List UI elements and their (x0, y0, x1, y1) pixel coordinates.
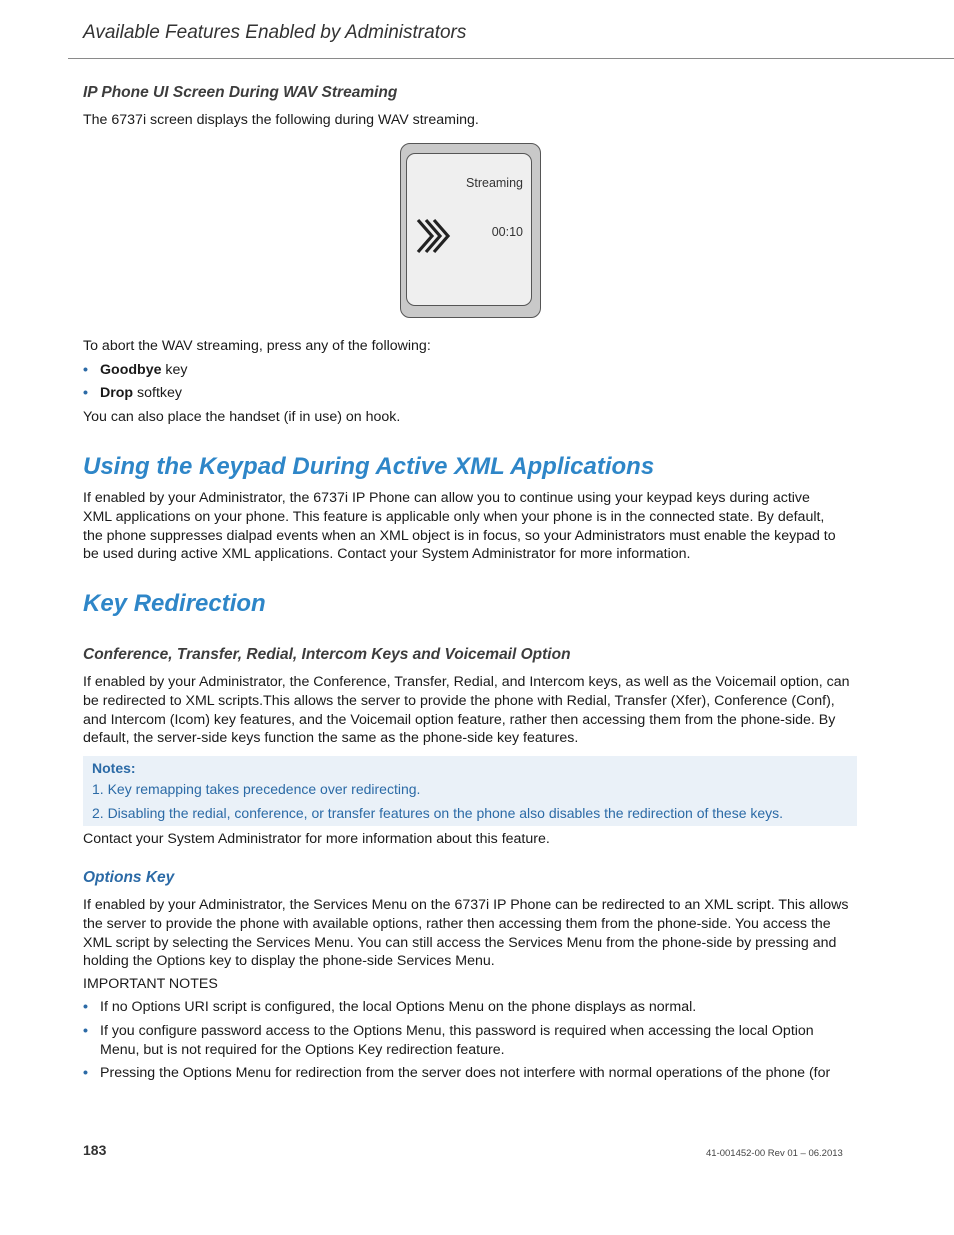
paragraph-line: the phone suppresses dialpad events when an XML object is in focus, so your Administrators must enable the keypad to (83, 527, 836, 544)
list-item-line: Menu, but is not required for the Options Key redirection feature. (100, 1041, 505, 1058)
important-notes-label: IMPORTANT NOTES (83, 976, 218, 992)
paragraph-line: If enabled by your Administrator, the Services Menu on the 6737i IP Phone can be redirected to an XML script. This allows (83, 897, 849, 913)
contact-admin-text: Contact your System Administrator for more information about this feature. (83, 831, 550, 847)
notes-title: Notes: (92, 760, 136, 776)
phone-timer-text: 00:10 (491, 225, 523, 239)
bullet-marker: • (83, 1065, 88, 1081)
list-item (83, 384, 858, 404)
list-item-text: Pressing the Options Menu for redirection from the server does not interfere with normal operations of the phone (for (100, 1065, 831, 1081)
note-item: 2. Disabling the redial, conference, or transfer features on the phone also disables the redirection of these keys. (92, 805, 784, 821)
paragraph-line: holding the Options key to display the phone-side Services Menu. (83, 953, 495, 970)
bullet-marker: • (83, 385, 88, 401)
phone-status-text: Streaming (466, 176, 523, 190)
list-item (83, 361, 858, 381)
redirection-paragraph (83, 673, 858, 748)
list-item (83, 1022, 858, 1062)
handset-note-text: You can also place the handset (if in use) on hook. (83, 409, 401, 425)
wav-streaming-heading: IP Phone UI Screen During WAV Streaming (83, 84, 398, 101)
note-item: 1. Key remapping takes precedence over redirecting. (92, 781, 421, 797)
list-item (83, 1064, 858, 1084)
bullet-marker: • (83, 999, 88, 1015)
running-header: Available Features Enabled by Administrators (83, 22, 467, 43)
keypad-paragraph (83, 489, 858, 564)
conference-keys-subheading: Conference, Transfer, Redial, Intercom Keys and Voicemail Option (83, 646, 571, 663)
key-name: Drop (100, 385, 134, 401)
paragraph-line: If enabled by your Administrator, the 6737i IP Phone can allow you to continue using your keypad keys during active (83, 490, 810, 506)
document-id: 41-001452-00 Rev 01 – 06.2013 (706, 1148, 843, 1159)
notes-box (83, 756, 857, 826)
bullet-marker: • (83, 1023, 88, 1039)
paragraph-line: XML script by selecting the Services Menu. You can still access the Services Menu from the phone-side by pressing and (83, 934, 837, 951)
list-item-text: If no Options URI script is configured, the local Options Menu on the phone displays as normal. (100, 999, 697, 1015)
wav-intro-text: The 6737i screen displays the following during WAV streaming. (83, 112, 479, 128)
paragraph-line: and Intercom (Icom) key features, and the Voicemail option feature, rather then accessing them from the phone-side. By (83, 711, 836, 728)
key-type: key (161, 362, 188, 378)
abort-intro-text: To abort the WAV streaming, press any of the following: (83, 338, 431, 354)
options-key-heading: Options Key (83, 869, 175, 886)
paragraph-line: be used during active XML applications. Contact your System Administrator for more information. (83, 546, 691, 563)
phone-display (406, 153, 532, 306)
paragraph-line: the server to provide the phone with available options, rather then accessing them from the phone-side. You access the (83, 915, 831, 932)
key-type: softkey (133, 385, 182, 401)
options-paragraph (83, 896, 858, 971)
paragraph-line: be redirected to XML scripts.This allows the server to provide the phone with Redial, Transfer (Xfer), Conference (Conf), (83, 692, 835, 709)
paragraph-line: XML applications on your phone. This feature is applicable only when your phone is in the connected state. By default, (83, 508, 825, 525)
phone-screen-illustration (400, 143, 541, 318)
header-rule (68, 58, 954, 59)
paragraph-line: If enabled by your Administrator, the Conference, Transfer, Redial, and Intercom keys, as well as the Voicemail option, can (83, 674, 850, 690)
streaming-chevron-icon (415, 216, 451, 256)
keypad-section-heading: Using the Keypad During Active XML Applications (83, 453, 655, 480)
key-redirection-heading: Key Redirection (83, 590, 266, 617)
bullet-marker: • (83, 362, 88, 378)
key-name: Goodbye (100, 362, 162, 378)
list-item (83, 998, 858, 1018)
paragraph-line: default, the server-side keys function the same as the phone-side key features. (83, 730, 579, 747)
page-number: 183 (83, 1142, 107, 1158)
list-item-line: If you configure password access to the Options Menu, this password is required when accessing the local Option (100, 1023, 814, 1039)
